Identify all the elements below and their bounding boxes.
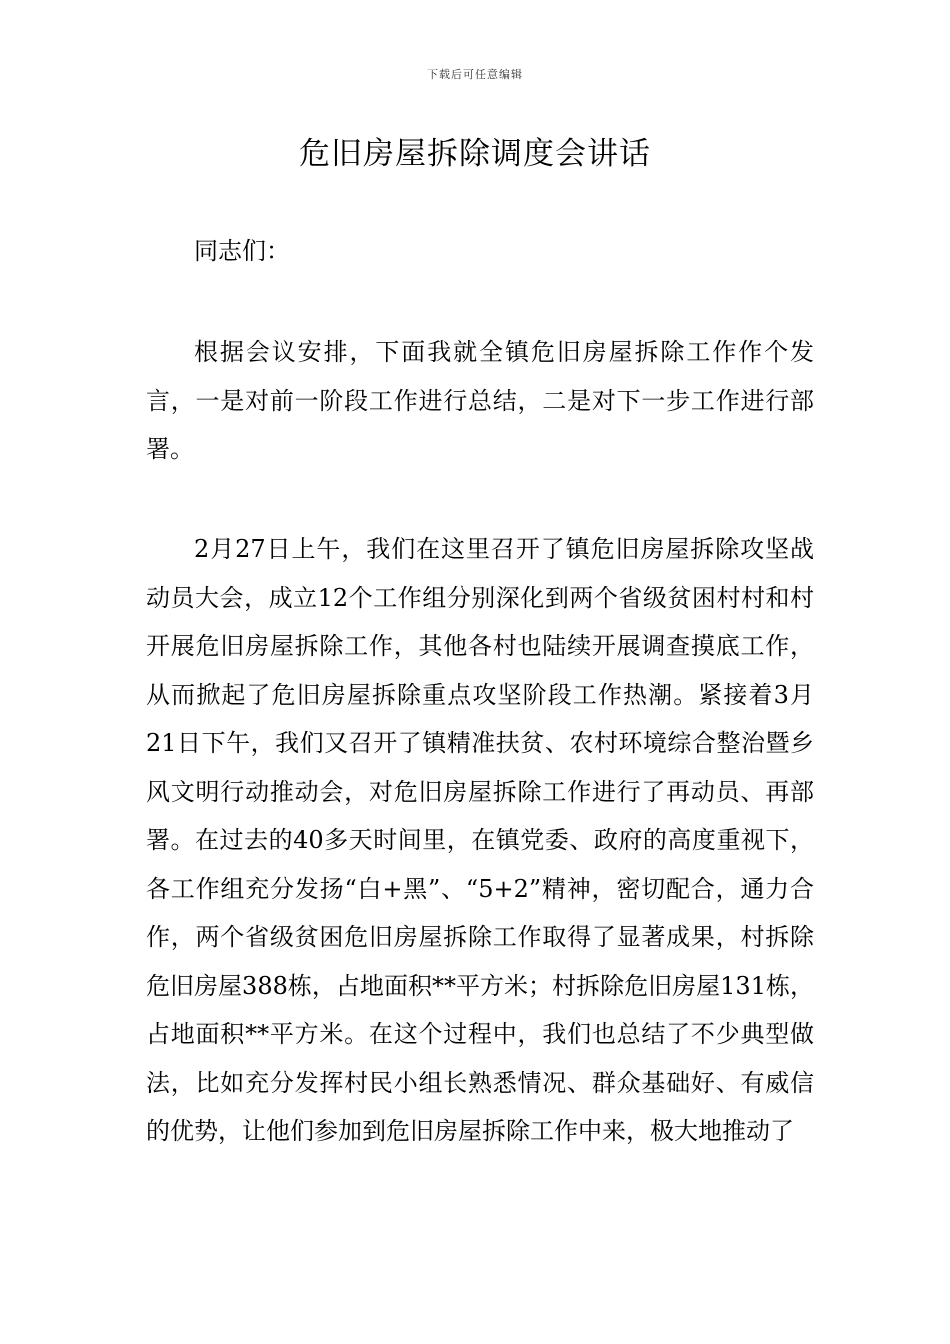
paragraph: 根据会议安排，下面我就全镇危旧房屋拆除工作作个发言，一是对前一阶段工作进行总结，二是对下一步工作进行部署。 — [146, 338, 814, 463]
paragraph: 2月27日上午，我们在这里召开了镇危旧房屋拆除攻坚战动员大会，成立12个工作组分别深化到两个省级贫困村村和村开展危旧房屋拆除工作，其他各村也陆续开展调查摸底工作，从而掀起了危旧房屋拆除重点攻坚阶段工作热潮。紧接着3月21日下午，我们又召开了镇精准扶贫、农村环境综合整治暨乡风文明行动推动会，对危旧房屋拆除工作进行了再动员、再部署。在过去的40多天时间里，在镇党委、政府的高度重视下，各工作组充分发扬“白+黑”、“5+2”精神，密切配合，通力合作，两个省级贫困危旧房屋拆除工作取得了显著成果，村拆除危旧房屋388栋，占地面积**平方米；村拆除危旧房屋131栋，占地面积**平方米。在这个过程中，我们也总结了不少典型做法，比如充分发挥村民小组长熟悉情况、群众基础好、有威信的优势，让他们参加到危旧房屋拆除工作中来，极大地推动了 — [146, 535, 814, 1145]
document-title: 危旧房屋拆除调度会讲话 — [299, 136, 651, 172]
header-note: 下载后可任意编辑 — [427, 68, 523, 81]
paragraph-2-block — [146, 525, 814, 1156]
salutation: 同志们： — [194, 237, 290, 265]
paragraph-1-block — [146, 328, 814, 474]
salutation-block — [146, 227, 814, 276]
